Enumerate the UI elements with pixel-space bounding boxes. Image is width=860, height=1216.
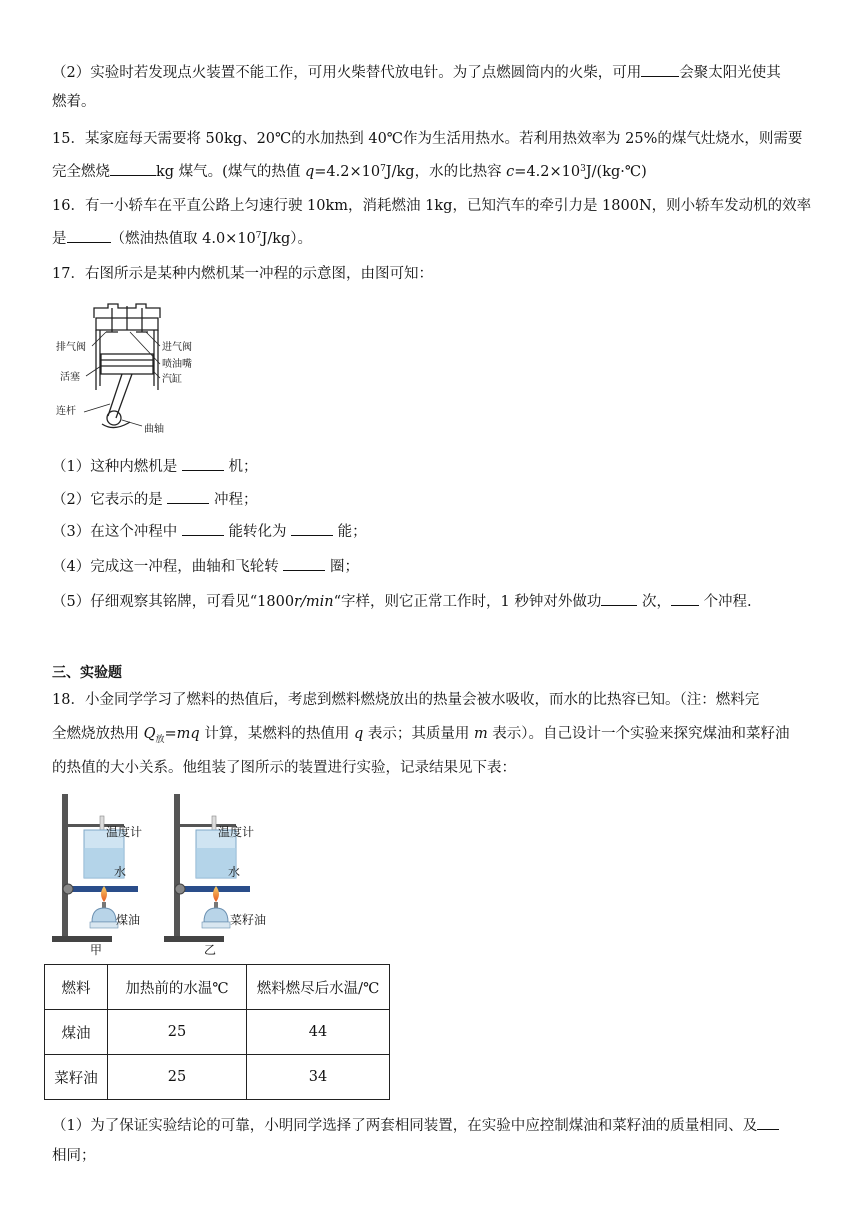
- label-water: 水: [228, 865, 241, 879]
- table-header-row: [45, 965, 390, 1010]
- table-cell: 44: [247, 1010, 390, 1055]
- burner-icon: [204, 908, 228, 922]
- table-header-cell: 加热前的水温℃: [108, 965, 247, 1010]
- label-piston: 活塞: [60, 372, 80, 383]
- q16-line2: 是 （燃油热值取 $4.0\times 10^7J/kg$）。: [52, 227, 822, 249]
- q16-line1: 16．有一小轿车在平直公路上匀速行驶 10km，消耗燃油 1kg，已知汽车的牵引力是 1800N，则小轿车发动机的效率: [52, 198, 812, 214]
- answer-blank[interactable]: [757, 1114, 779, 1130]
- label-injector: 喷油嘴: [162, 359, 192, 370]
- table-cell: 34: [247, 1055, 390, 1100]
- label-thermometer: 温度计: [218, 825, 255, 839]
- label-yi: 乙: [204, 943, 217, 957]
- q14-part2-line2: 燃着。: [52, 94, 96, 110]
- answer-blank[interactable]: [601, 590, 637, 606]
- label-thermometer: 温度计: [106, 825, 143, 839]
- answer-blank[interactable]: [641, 61, 679, 77]
- table-header-cell: 燃料: [45, 965, 108, 1010]
- label-jia: 甲: [90, 943, 103, 957]
- answer-blank[interactable]: [283, 555, 325, 571]
- label-intake-valve: 进气阀: [162, 342, 192, 353]
- engine-diagram: [56, 300, 216, 436]
- label-rapeseed-oil: 菜籽油: [230, 913, 267, 927]
- answer-blank[interactable]: [110, 160, 156, 176]
- table-row: [45, 1055, 390, 1100]
- answer-blank[interactable]: [291, 520, 333, 536]
- q15-line2: 完全燃烧 kg 煤气。(煤气的热值 $q=4.2\times 10^7J/kg$，水的比热容 $c=4.2\times 10^3J/(kg\cdot℃)$: [52, 160, 822, 182]
- answer-blank[interactable]: [67, 227, 111, 243]
- q17-part1: （1）这种内燃机是 机；: [52, 455, 822, 477]
- answer-blank[interactable]: [167, 488, 209, 504]
- results-table: [44, 964, 390, 1100]
- q17-part2: （2）它表示的是 冲程；: [52, 488, 822, 510]
- answer-blank[interactable]: [182, 520, 224, 536]
- apparatus-diagram: [44, 790, 284, 958]
- q17-part5: （5）仔细观察其铭牌，可看见“1800r/min“字样，则它正常工作时，1 秒钟对外做功 次， 个冲程.: [52, 590, 822, 612]
- table-row: [45, 1010, 390, 1055]
- table-cell: 菜籽油: [45, 1055, 108, 1100]
- section-title: 三、实验题: [52, 665, 122, 681]
- q18-line1: 18．小金同学学习了燃料的热值后，考虑到燃料燃烧放出的热量会被水吸收，而水的比热容已知。（注：燃料完: [52, 692, 760, 708]
- table-cell: 25: [108, 1055, 247, 1100]
- label-water: 水: [114, 865, 127, 879]
- answer-blank[interactable]: [671, 590, 699, 606]
- label-rod: 连杆: [56, 406, 76, 417]
- table-header-cell: 燃料燃尽后水温/℃: [247, 965, 390, 1010]
- q17-stem: 17．右图所示是某种内燃机某一冲程的示意图，由图可知：: [52, 266, 433, 282]
- label-cylinder: 汽缸: [162, 374, 182, 385]
- q18-line3: 的热值的大小关系。他组装了图所示的装置进行实验，记录结果见下表：: [52, 760, 516, 776]
- burner-icon: [92, 908, 116, 922]
- table-cell: 煤油: [45, 1010, 108, 1055]
- q14-part2-line1: （2）实验时若发现点火装置不能工作，可用火柴替代放电针。为了点燃圆筒内的火柴，可用 会聚太阳光使其: [52, 61, 822, 83]
- q18-part1-line2: 相同；: [52, 1148, 96, 1164]
- table-cell: 25: [108, 1010, 247, 1055]
- label-kerosene: 煤油: [116, 913, 141, 927]
- label-crankshaft: 曲轴: [144, 424, 164, 435]
- q17-part3: （3）在这个冲程中 能转化为 能；: [52, 520, 822, 542]
- q18-part1-line1: （1）为了保证实验结论的可靠，小明同学选择了两套相同装置，在实验中应控制煤油和菜籽油的质量相同、及: [52, 1114, 822, 1136]
- answer-blank[interactable]: [182, 455, 224, 471]
- q18-line2: 全燃烧放热用 $Q_放=mq$ 计算，某燃料的热值用 q 表示；其质量用 m 表示）。自己设计一个实验来探究煤油和菜籽油: [52, 726, 790, 745]
- label-exhaust-valve: 排气阀: [56, 342, 86, 353]
- q15-line1: 15．某家庭每天需要将 50kg、20℃的水加热到 40℃作为生活用热水。若利用热效率为 25%的煤气灶烧水，则需要: [52, 131, 803, 147]
- q17-part4: （4）完成这一冲程，曲轴和飞轮转 圈；: [52, 555, 822, 577]
